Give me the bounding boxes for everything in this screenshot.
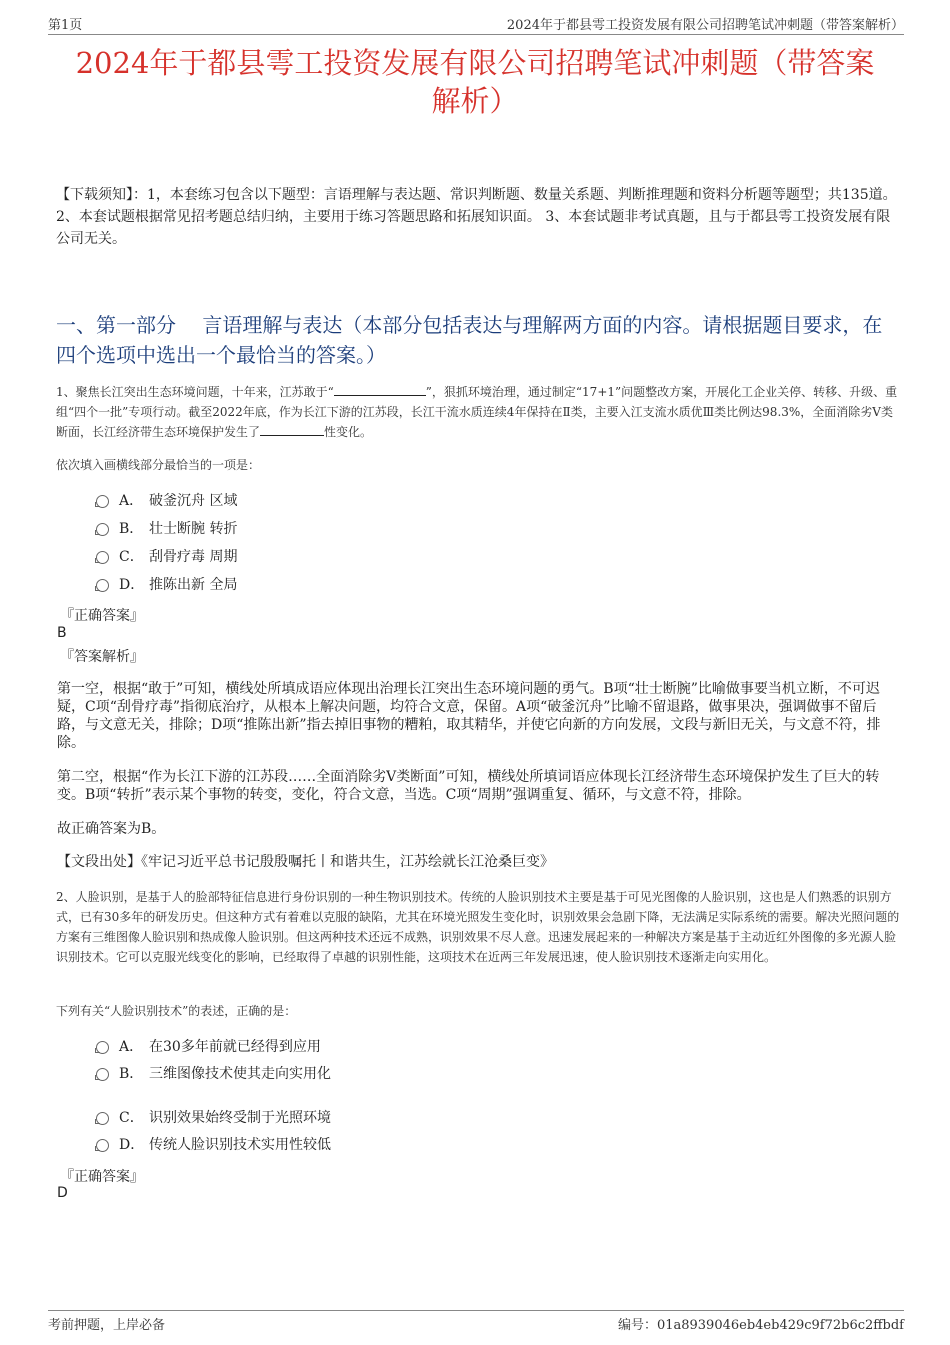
page-footer xyxy=(48,1310,904,1333)
fill-blank-1 xyxy=(334,383,426,396)
header-doc-title: 2024年于都县雩工投资发展有限公司招聘笔试冲刺题（带答案解析） xyxy=(506,18,904,33)
q2-option-d[interactable]: D． 传统人脸识别技术实用性较低 xyxy=(96,1134,331,1156)
q2-answer: D xyxy=(57,1185,68,1201)
q1-answer: B xyxy=(57,625,67,641)
question-1-text-b: ”，狠抓环境治理，通过制定“17+1”问题整改方案，开展化工企业关停、转移、升级、重组“四个一批”专项行动。截至2022年底，作为长江下游的江苏段，长江干流水质连续4年保持在Ⅱ类，主要入江支流水质优Ⅲ类比例达98.3%，全面消除劣V类断面，长江经济带生态环境保护发生了 xyxy=(56,385,898,439)
footer-slogan: 考前押题，上岸必备 xyxy=(48,1318,166,1333)
radio-icon[interactable] xyxy=(96,1139,109,1152)
q1-option-b[interactable]: B． 壮士断腕 转折 xyxy=(96,518,237,540)
radio-icon[interactable] xyxy=(96,495,109,508)
radio-icon[interactable] xyxy=(96,551,109,564)
question-2-prompt: 下列有关“人脸识别技术”的表述，正确的是： xyxy=(56,1004,297,1018)
q2-option-a[interactable]: A． 在30多年前就已经得到应用 xyxy=(96,1036,321,1058)
q1-option-d[interactable]: D． 推陈出新 全局 xyxy=(96,574,237,596)
page-header xyxy=(48,14,904,35)
question-1-text-c: 性变化。 xyxy=(324,425,373,439)
section-title: 一、第一部分 言语理解与表达（本部分包括表达与理解两方面的内容。请根据题目要求，在四个选项中选出一个最恰当的答案。） xyxy=(56,313,883,367)
question-1-prompt: 依次填入画横线部分最恰当的一项是： xyxy=(56,458,261,472)
q2-option-b[interactable]: B． 三维图像技术使其走向实用化 xyxy=(96,1063,331,1085)
q1-analysis-paragraph-1: 第一空，根据“敢于”可知，横线处所填成语应体现出治理长江突出生态环境问题的勇气。B项“壮士断腕”比喻做事要当机立断，不可迟疑，C项“刮骨疗毒”指彻底治疗，从根本上解决问题，均符合文意，保留。A项“破釜沉舟”比喻不留退路，做事果决，强调做事不留后路，与文意无关，排除；D项“推陈出新”指去掉旧事物的糟粕，取其精华，并使它向新的方向发展，文段与新旧无关，与文意不符，排除。 xyxy=(57,681,881,751)
radio-icon[interactable] xyxy=(96,1112,109,1125)
question-2-text: 2、人脸识别，是基于人的脸部特征信息进行身份识别的一种生物识别技术。传统的人脸识别技术主要是基于可见光图像的人脸识别，这也是人们熟悉的识别方式，已有30多年的研发历史。但这种方式有着难以克服的缺陷，尤其在环境光照发生变化时，识别效果会急剧下降，无法满足实际系统的需要。解决光照问题的方案有三维图像人脸识别和热成像人脸识别。但这两种技术还远不成熟，识别效果不尽人意。迅速发展起来的一种解决方案是基于主动近红外图像的多光源人脸识别技术。它可以克服光线变化的影响，已经取得了卓越的识别性能，这项技术在近两三年发展迅速，使人脸识别技术逐渐走向实用化。 xyxy=(56,890,900,964)
document-title-line1: 2024年于都县雩工投资发展有限公司招聘笔试冲刺题（带答案 xyxy=(75,46,875,80)
q1-source: 【文段出处】《牢记习近平总书记殷殷嘱托丨和谐共生，江苏绘就长江沧桑巨变》 xyxy=(57,854,554,870)
radio-icon[interactable] xyxy=(96,1068,109,1081)
radio-icon[interactable] xyxy=(96,523,109,536)
q1-conclusion: 故正确答案为B。 xyxy=(57,821,166,837)
q1-option-a[interactable]: A． 破釜沉舟 区域 xyxy=(96,490,237,512)
question-1-text-a: 1、聚焦长江突出生态环境问题，十年来，江苏敢于“ xyxy=(56,385,334,399)
q1-analysis-paragraph-2: 第二空，根据“作为长江下游的江苏段……全面消除劣V类断面”可知，横线处所填词语应体现长江经济带生态环境保护发生了巨大的转变。B项“转折”表示某个事物的转变，变化，符合文意，当选。C项“周期”强调重复、循环，与文意不符，排除。 xyxy=(57,769,880,803)
radio-icon[interactable] xyxy=(96,1041,109,1054)
radio-icon[interactable] xyxy=(96,579,109,592)
question-1-text xyxy=(56,382,902,442)
q1-answer-label: 『正确答案』 xyxy=(60,608,144,624)
page-number: 第1页 xyxy=(48,18,83,33)
q2-answer-label: 『正确答案』 xyxy=(60,1169,144,1185)
document-title xyxy=(40,44,910,120)
q1-option-c[interactable]: C． 刮骨疗毒 周期 xyxy=(96,546,237,568)
document-title-line2: 解析） xyxy=(431,84,519,118)
q1-analysis-label: 『答案解析』 xyxy=(60,649,144,665)
footer-doc-id: 编号：01a8939046eb4eb429c9f72b6c2ffbdf xyxy=(617,1318,904,1333)
q2-option-c[interactable]: C． 识别效果始终受制于光照环境 xyxy=(96,1107,331,1129)
download-notice: 【下载须知】：1，本套练习包含以下题型：言语理解与表达题、常识判断题、数量关系题、判断推理题和资料分析题等题型；共135道。 2、本套试题根据常见招考题总结归纳，主要用于练习答题思路和拓展知识面。 3、本套试题非考试真题，且与于都县雩工投资发展有限公司无关。 xyxy=(56,187,897,247)
fill-blank-2 xyxy=(260,423,324,436)
